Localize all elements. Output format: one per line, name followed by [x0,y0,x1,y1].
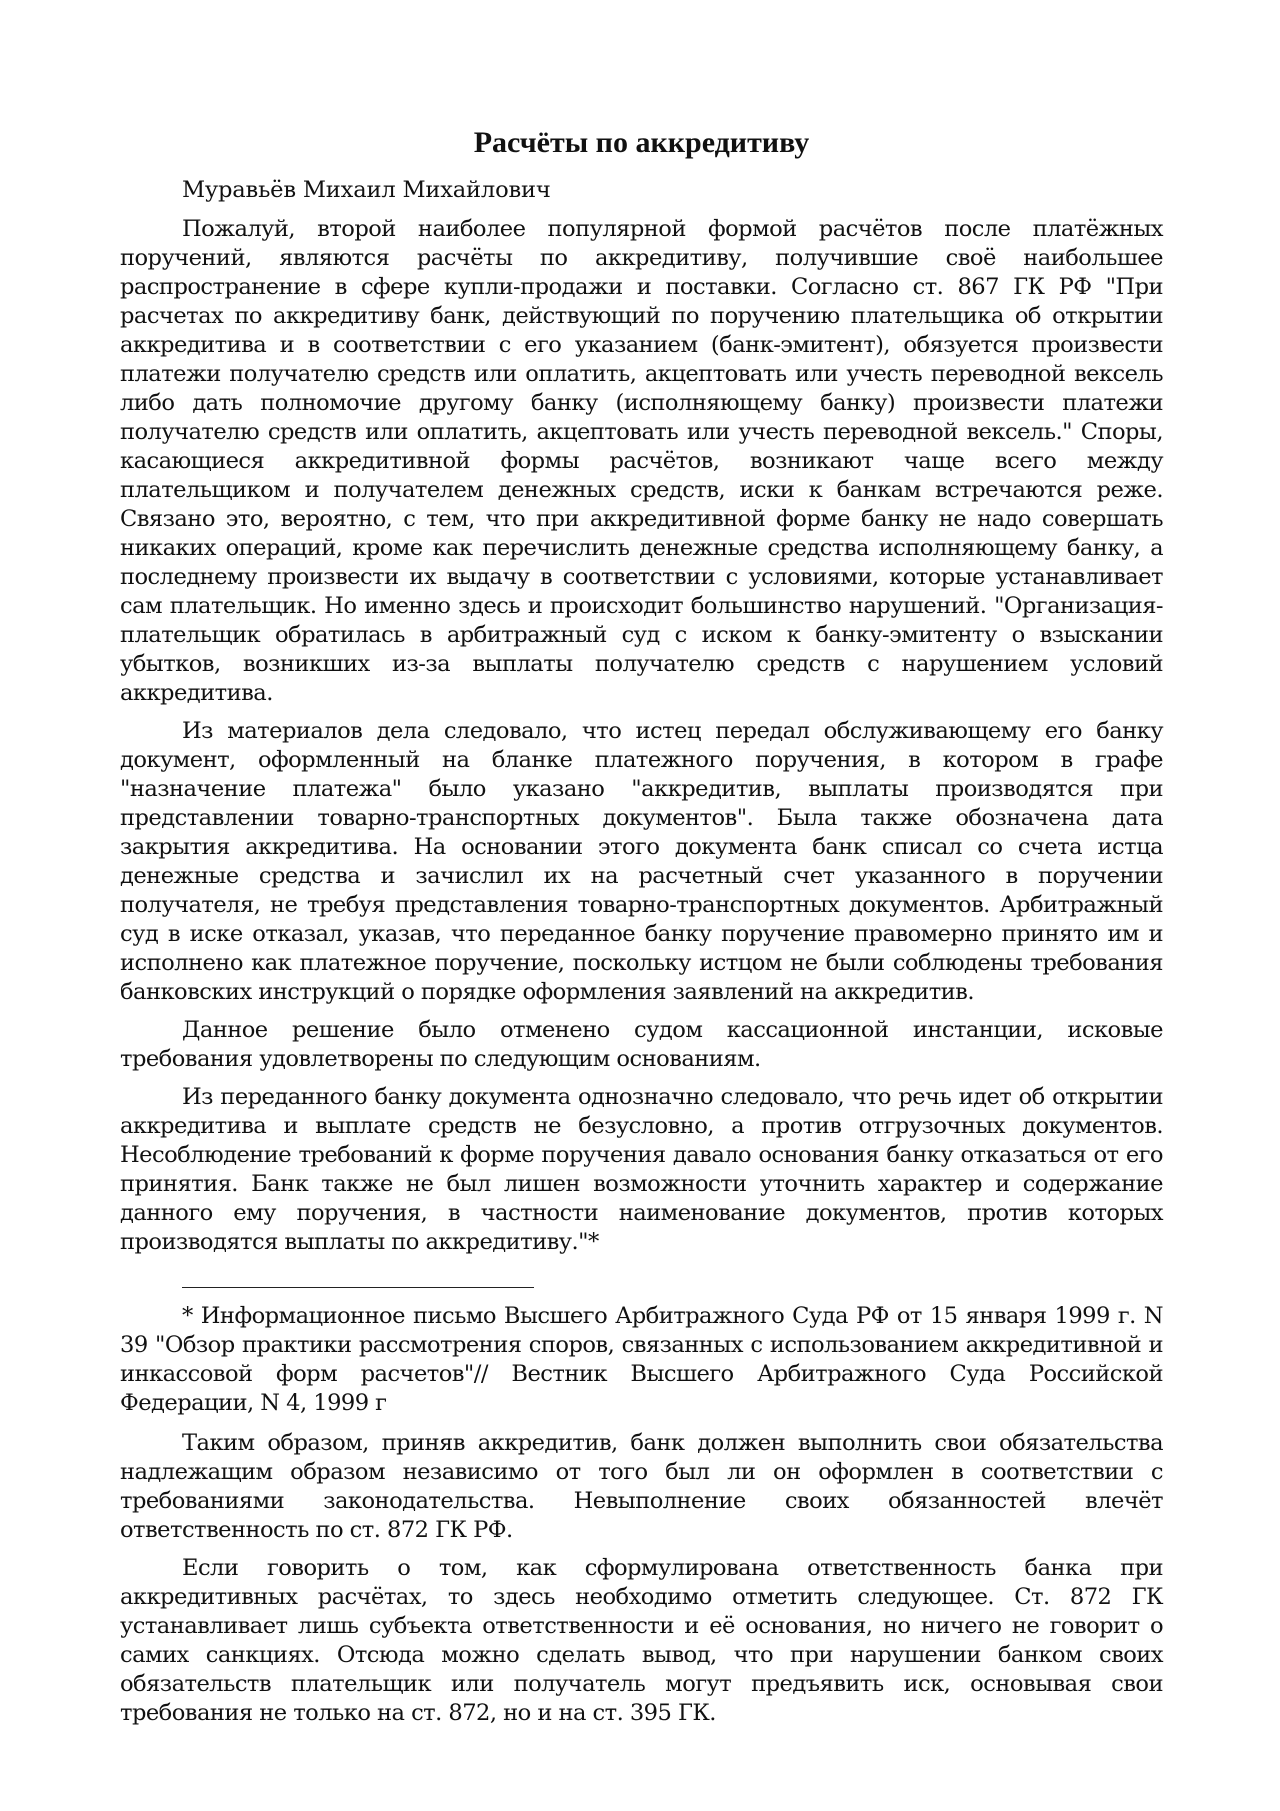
document-author: Муравьёв Михаил Михайлович [182,177,551,203]
paragraph: Данное решение было отменено судом кассационной инстанции, исковые требования удовлетворены по следующим основаниям. [120,1017,1163,1072]
document-body [120,120,1163,1737]
paragraph: Из материалов дела следовало, что истец передал обслуживающему его банку документ, оформленный на бланке платежного поручения, в котором в графе "назначение платежа" было указано "аккредитив, выплаты производятся при представлении товарно-транспортных документов". Была также обозначена дата закрытия аккредитива. На основании этого документа банк списал со счета истца денежные средства и зачислил их на расчетный счет указанного в поручении получателя, не требуя представления товарно-транспортных документов. Арбитражный суд в иске отказал, указав, что переданное банку поручение правомерно принято им и исполнено как платежное поручение, поскольку истцом не были соблюдены требования банковских инструкций о порядке оформления заявлений на аккредитив. [120,718,1163,1005]
paragraph: Таким образом, приняв аккредитив, банк должен выполнить свои обязательства надлежащим образом независимо от того был ли он оформлен в соответствии с требованиями законодательства. Невыполнение своих обязанностей влечёт ответственность по ст. 872 ГК РФ. [120,1430,1163,1543]
footnote-separator [182,1287,534,1288]
paragraph: Пожалуй, второй наиболее популярной формой расчётов после платёжных поручений, являются расчёты по аккредитиву, получившие своё наибольшее распространение в сфере купли-продажи и поставки. Согласно ст. 867 ГК РФ "При расчетах по аккредитиву банк, действующий по поручению плательщика об открытии аккредитива и в соответствии с его указанием (банк-эмитент), обязуется произвести платежи получателю средств или оплатить, акцептовать или учесть переводной вексель либо дать полномочие другому банку (исполняющему банку) произвести платежи получателю средств или оплатить, акцептовать или учесть переводной вексель." Споры, касающиеся аккредитивной формы расчётов, возникают чаще всего между плательщиком и получателем денежных средств, иски к банкам встречаются реже. Связано это, вероятно, с тем, что при аккредитивной форме банку не надо совершать никаких операций, кроме как перечислить денежные средства исполняющему банку, а последнему произвести их выдачу в соответствии с условиями, которые устанавливает сам плательщик. Но именно здесь и происходит большинство нарушений. "Организация-плательщик обратилась в арбитражный суд с иском к банку-эмитенту о взыскании убытков, возникших из-за выплаты получателю средств с нарушением условий аккредитива. [120,216,1163,706]
footnote: * Информационное письмо Высшего Арбитражного Суда РФ от 15 января 1999 г. N 39 "Обзор практики рассмотрения споров, связанных с использованием аккредитивной и инкассовой форм расчетов"// Вестник Высшего Арбитражного Суда Российской Федерации, N 4, 1999 г [120,1303,1163,1416]
paragraph: Из переданного банку документа однозначно следовало, что речь идет об открытии аккредитива и выплате средств не безусловно, а против отгрузочных документов. Несоблюдение требований к форме поручения давало основания банку отказаться от его принятия. Банк также не был лишен возможности уточнить характер и содержание данного ему поручения, в частности наименование документов, против которых производятся выплаты по аккредитиву."* [120,1084,1163,1255]
paragraph: Если говорить о том, как сформулирована ответственность банка при аккредитивных расчётах, то здесь необходимо отметить следующее. Ст. 872 ГК устанавливает лишь субъекта ответственности и её основания, но ничего не говорит о самих санкциях. Отсюда можно сделать вывод, что при нарушении банком своих обязательств плательщик или получатель могут предъявить иск, основывая свои требования не только на ст. 872, но и на ст. 395 ГК. [120,1555,1163,1726]
document-title: Расчёты по аккредитиву [473,126,810,159]
